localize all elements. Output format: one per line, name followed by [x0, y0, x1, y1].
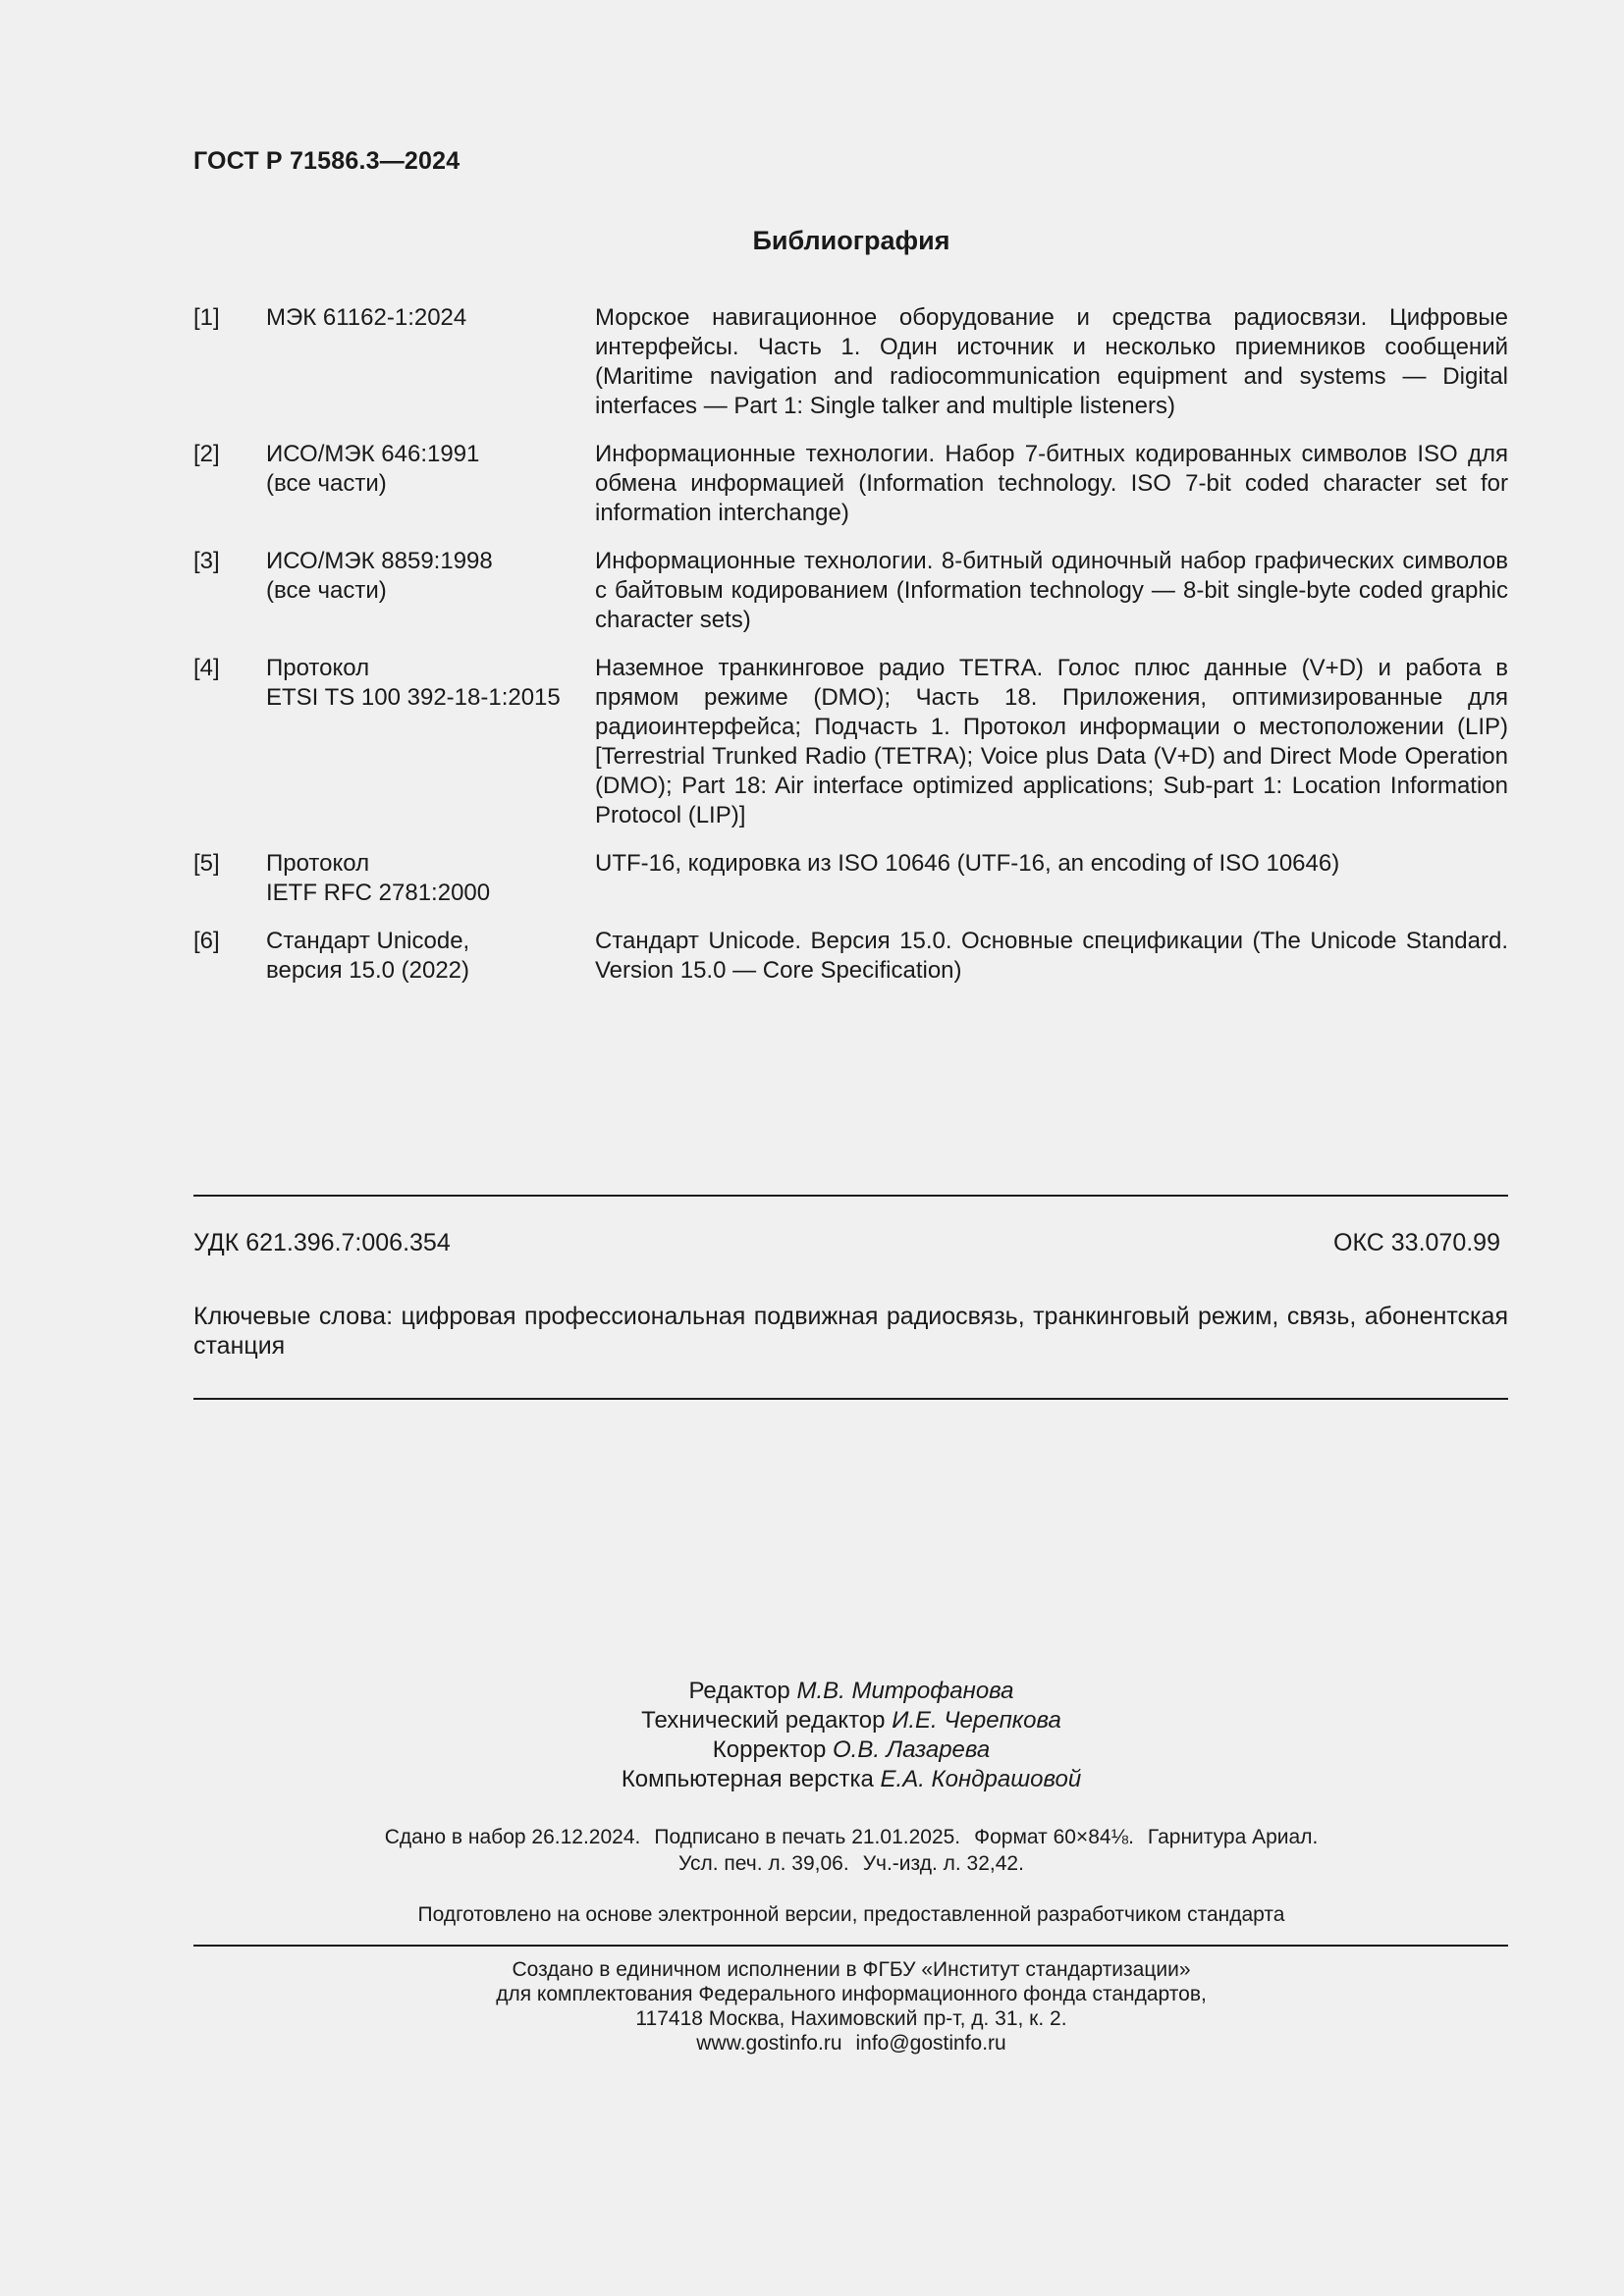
credit-row	[0, 1706, 1624, 1735]
entry-code: Протокол IETF RFC 2781:2000	[266, 850, 491, 906]
entry-description: Информационные технологии. 8-битный одиночный набор графических символов с байтовым кодированием (Information technology — 8-bit single-byte coded graphic character sets)	[595, 548, 1508, 633]
credit-name: И.Е. Черепкова	[892, 1707, 1061, 1734]
keywords: Ключевые слова: цифровая профессиональная подвижная радиосвязь, транкинговый режим, связь, абонентская станция	[193, 1303, 1508, 1360]
signed-date: Подписано в печать 21.01.2025.	[654, 1826, 961, 1848]
print-info-line-2	[0, 1850, 1624, 1877]
entry-number: [3]	[193, 548, 220, 574]
entry-number: [6]	[193, 928, 220, 954]
entry-description: Стандарт Unicode. Версия 15.0. Основные спецификации (The Unicode Standard. Version 15.0 — Core Specification)	[595, 928, 1508, 984]
divider-top	[193, 1195, 1508, 1197]
credit-name: М.В. Митрофанова	[796, 1678, 1014, 1704]
entry-number: [4]	[193, 655, 220, 681]
entry-description: Морское навигационное оборудование и средства радиосвязи. Цифровые интерфейсы. Часть 1. Один источник и несколько приемников сообщений (Maritime navigation and radiocommunication equipment and systems — Digital interfaces — Part 1: Single talker and multiple listeners)	[595, 304, 1508, 419]
entry-code: ИСО/МЭК 646:1991 (все части)	[266, 441, 480, 497]
publisher-line-2: для комплектования Федерального информационного фонда стандартов,	[496, 1983, 1207, 2005]
paper-format: Формат 60×84⅛.	[974, 1826, 1134, 1848]
credit-role: Технический редактор	[641, 1707, 886, 1734]
publisher-contacts	[0, 2031, 1624, 2056]
credit-role: Редактор	[688, 1678, 790, 1704]
entry-code: ИСО/МЭК 8859:1998 (все части)	[266, 548, 493, 604]
website-link[interactable]: www.gostinfo.ru	[696, 2032, 842, 2055]
entry-number: [2]	[193, 441, 220, 467]
udk-code: УДК 621.396.7:006.354	[193, 1229, 451, 1256]
entry-description: UTF-16, кодировка из ISO 10646 (UTF-16, an encoding of ISO 10646)	[595, 850, 1340, 877]
entry-number: [5]	[193, 850, 220, 877]
publisher-line-1: Создано в единичном исполнении в ФГБУ «Институт стандартизации»	[512, 1958, 1191, 1981]
email-link[interactable]: info@gostinfo.ru	[855, 2032, 1006, 2055]
credit-name: Е.А. Кондрашовой	[880, 1766, 1082, 1792]
bibliography-entry	[193, 927, 1508, 986]
credit-row	[0, 1677, 1624, 1706]
print-info	[0, 1824, 1624, 1877]
credit-role: Корректор	[712, 1736, 827, 1763]
divider-bottom	[193, 1398, 1508, 1400]
publisher-sheets: Уч.-изд. л. 32,42.	[862, 1852, 1024, 1875]
entry-description: Информационные технологии. Набор 7-битных кодированных символов ISO для обмена информацией (Information technology. ISO 7-bit coded character set for information interchange)	[595, 441, 1508, 526]
document-code: ГОСТ Р 71586.3—2024	[193, 147, 460, 175]
divider-publisher	[193, 1945, 1508, 1947]
bibliography-entry	[193, 440, 1508, 528]
entry-description: Наземное транкинговое радио TETRA. Голос плюс данные (V+D) и работа в прямом режиме (DMO); Часть 18. Приложения, оптимизированные для радиоинтерфейса; Подчасть 1. Протокол информации о местоположении (LIP) [Terrestrial Trunked Radio (TETRA); Voice plus Data (V+D) and Direct Mode Operation (DMO); Part 18: Air interface optimized applications; Sub-part 1: Location Information Protocol (LIP)]	[595, 655, 1508, 828]
prepared-note: Подготовлено на основе электронной версии, предоставленной разработчиком стандарта	[417, 1903, 1285, 1926]
bibliography-entry	[193, 849, 1508, 908]
bibliography-entry	[193, 547, 1508, 635]
bibliography-entry	[193, 303, 1508, 421]
bibliography-list	[193, 303, 1508, 1004]
bibliography-entry	[193, 654, 1508, 830]
entry-code: МЭК 61162-1:2024	[266, 304, 467, 331]
publisher-block	[0, 1957, 1624, 2056]
credit-row	[0, 1735, 1624, 1765]
entry-number: [1]	[193, 304, 220, 331]
publisher-address: 117418 Москва, Нахимовский пр-т, д. 31, к. 2.	[635, 2007, 1067, 2030]
oks-code: ОКС 33.070.99	[1333, 1229, 1500, 1256]
submitted-date: Сдано в набор 26.12.2024.	[384, 1826, 641, 1848]
entry-code: Стандарт Unicode, версия 15.0 (2022)	[266, 928, 470, 984]
credit-row	[0, 1765, 1624, 1794]
bibliography-title: Библиография	[752, 226, 950, 255]
credit-role: Компьютерная верстка	[621, 1766, 874, 1792]
typeface: Гарнитура Ариал.	[1147, 1826, 1319, 1848]
credits-block	[0, 1677, 1624, 1794]
entry-code: Протокол ETSI TS 100 392-18-1:2015	[266, 655, 561, 711]
printed-sheets: Усл. печ. л. 39,06.	[678, 1852, 849, 1875]
credit-name: О.В. Лазарева	[833, 1736, 991, 1763]
print-info-line-1	[0, 1824, 1624, 1850]
